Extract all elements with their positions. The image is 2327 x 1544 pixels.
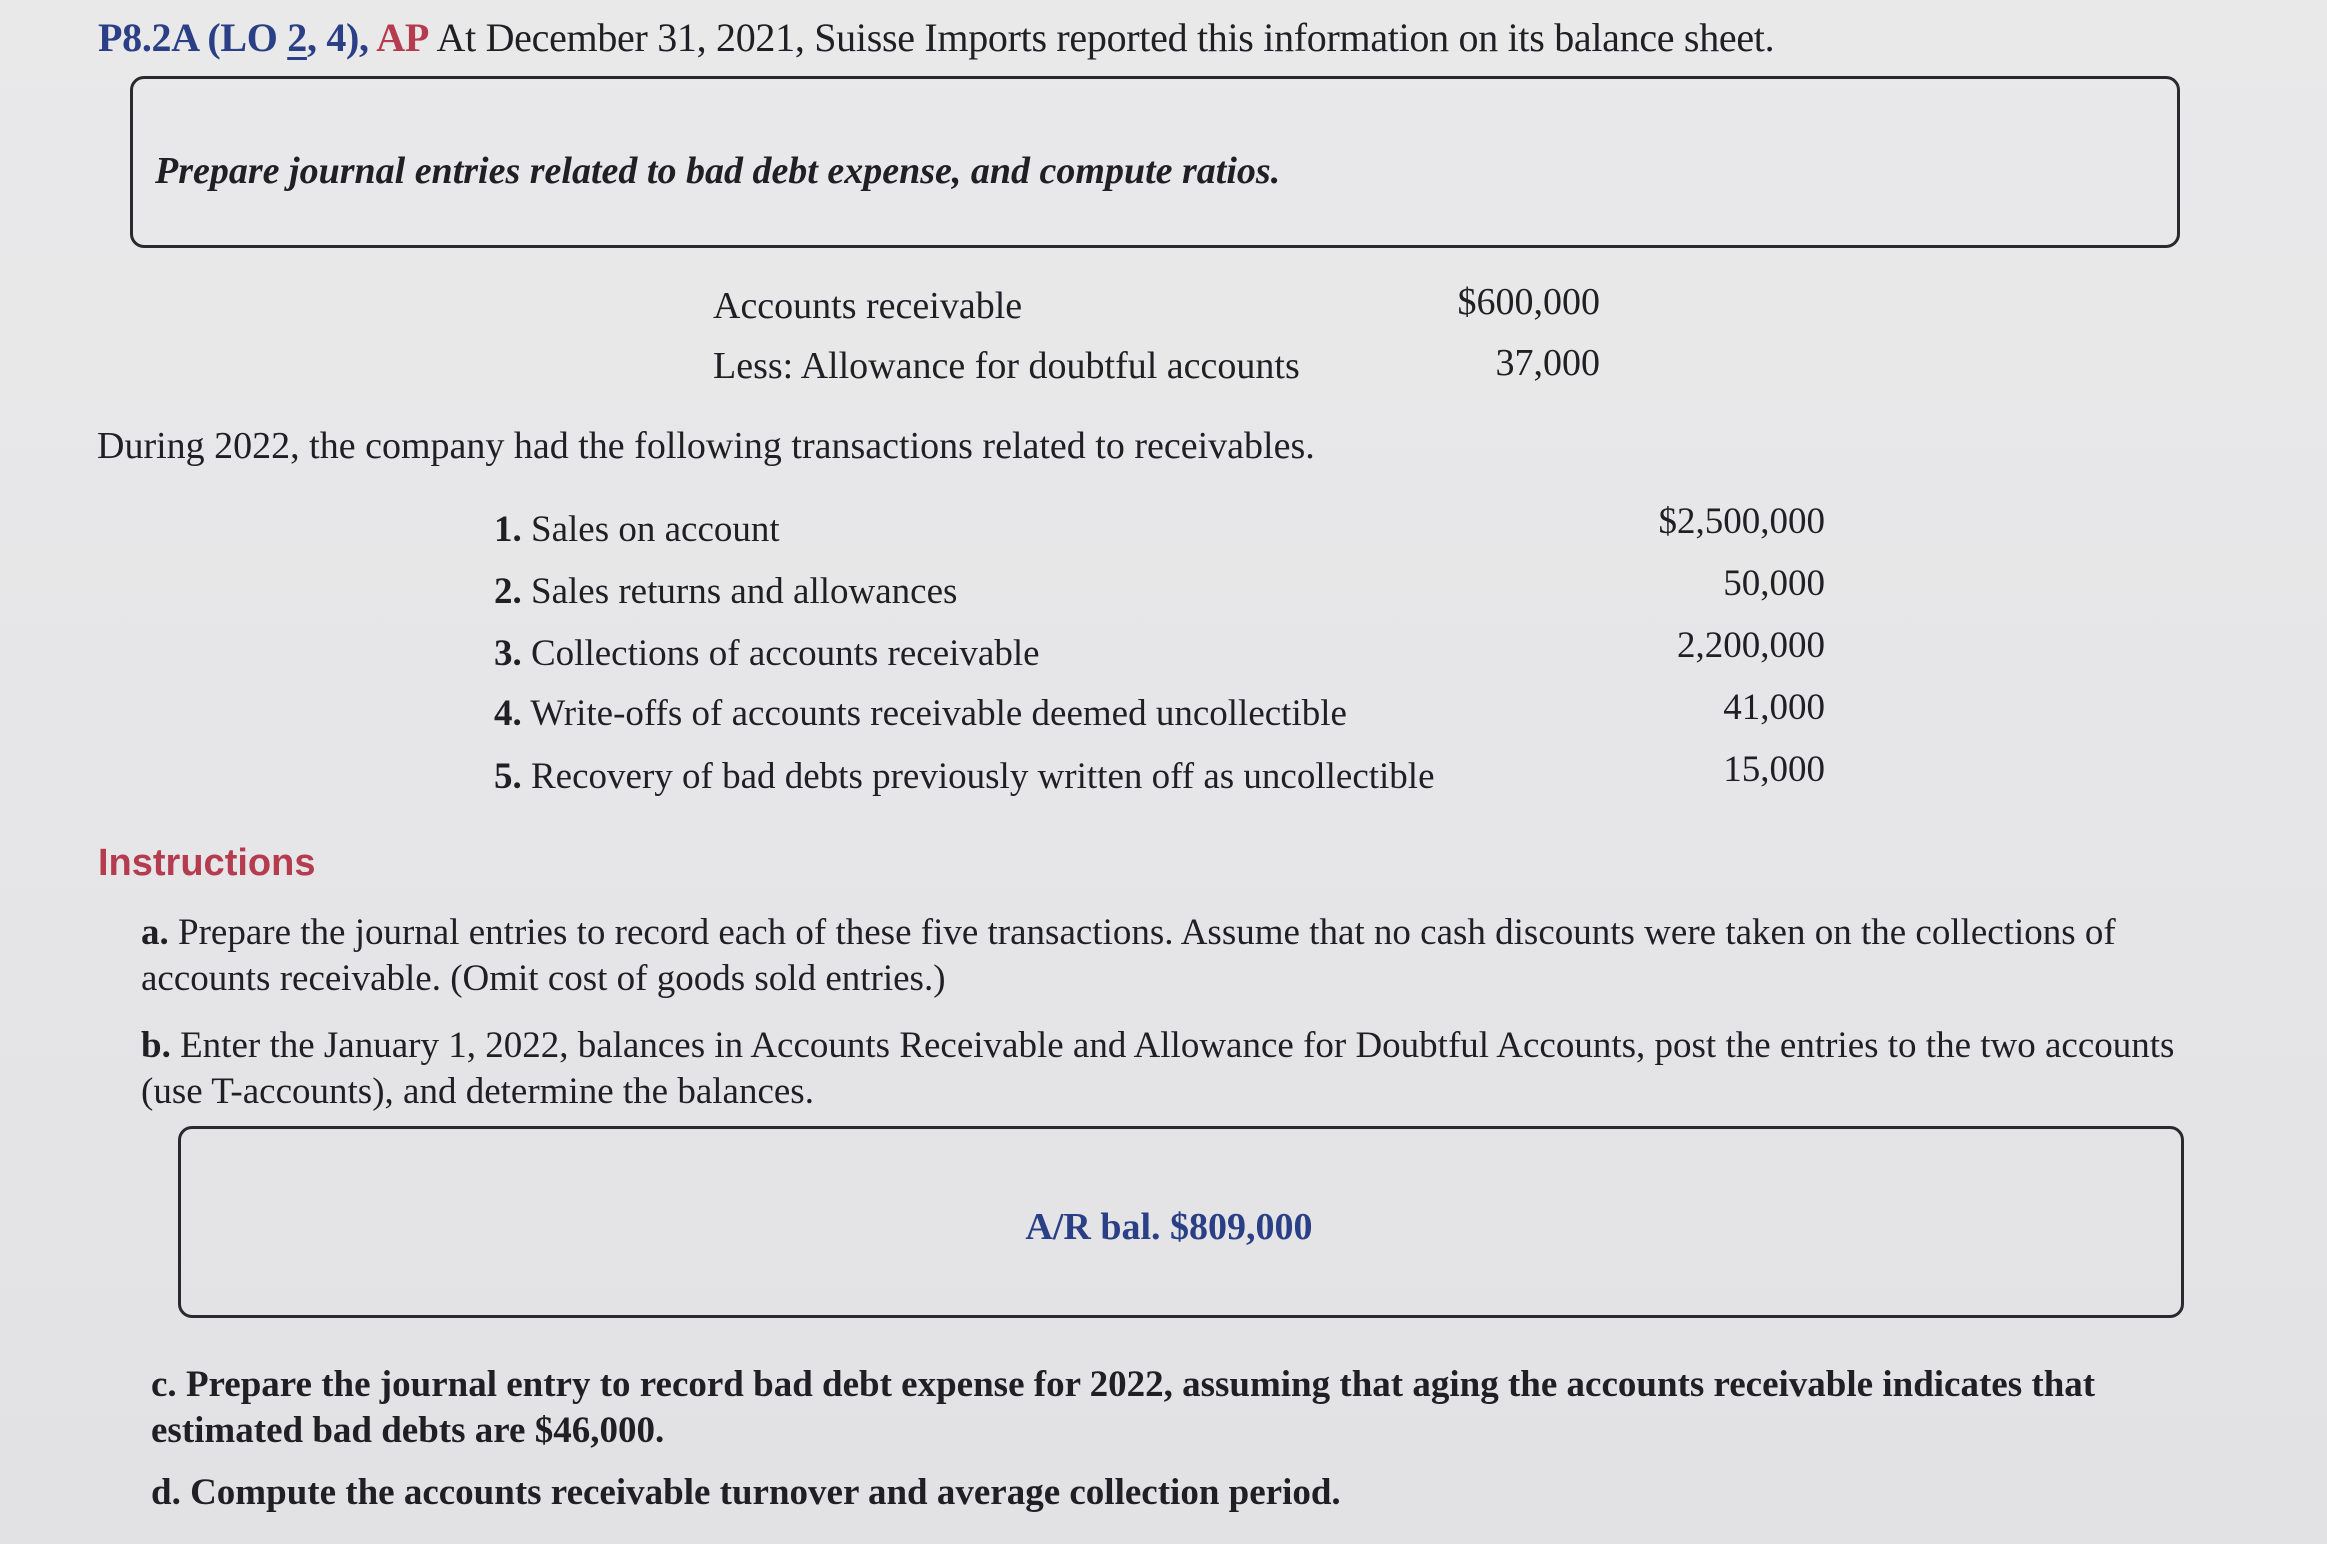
- transaction-value-3: 2,200,000: [1677, 625, 1825, 666]
- objective-text: Prepare journal entries related to bad debt expense, and compute ratios.: [155, 150, 1281, 192]
- transaction-value-1: $2,500,000: [1658, 501, 1825, 542]
- transaction-value-4: 41,000: [1723, 687, 1825, 728]
- instruction-d: d. Compute the accounts receivable turnover and average collection period.: [151, 1472, 1341, 1513]
- instruction-a: a. Prepare the journal entries to record each of these five transactions. Assume that no cash discounts were taken on the collections of accounts receivable. (Omit cost of goods sold entries.): [141, 912, 2116, 999]
- instruction-c: c. Prepare the journal entry to record bad debt expense for 2022, assuming that aging the accounts receivable indicates that estimated bad debts are $46,000.: [151, 1364, 2096, 1451]
- problem-lead-text: At December 31, 2021, Suisse Imports reported this information on its balance sheet.: [429, 15, 1775, 60]
- transaction-label-5: 5. Recovery of bad debts previously written off as uncollectible: [494, 756, 1435, 797]
- transaction-label-3: 3. Collections of accounts receivable: [494, 633, 1040, 674]
- objective-box: [130, 76, 2180, 248]
- bs-value-allowance: 37,000: [1495, 342, 1600, 384]
- transaction-value-5: 15,000: [1723, 749, 1825, 790]
- answer-box: [178, 1126, 2184, 1318]
- problem-code: P8.2A (LO 2, 4),: [98, 15, 377, 60]
- instruction-b: b. Enter the January 1, 2022, balances in Accounts Receivable and Allowance for Doubtful Accounts, post the entries to the two accounts (use T-accounts), and determine the balances.: [141, 1025, 2175, 1112]
- bs-label-allowance: Less: Allowance for doubtful accounts: [713, 345, 1300, 387]
- transaction-value-2: 50,000: [1723, 563, 1825, 604]
- bs-label-accounts-receivable: Accounts receivable: [713, 285, 1023, 327]
- problem-header: [98, 14, 1774, 61]
- transaction-label-1: 1. Sales on account: [494, 509, 780, 550]
- bs-value-accounts-receivable: $600,000: [1457, 281, 1600, 323]
- ap-tag: AP: [376, 15, 429, 60]
- instructions-heading: Instructions: [98, 842, 316, 884]
- transaction-label-2: 2. Sales returns and allowances: [494, 571, 958, 612]
- intro-paragraph: During 2022, the company had the following transactions related to receivables.: [97, 425, 1315, 467]
- transaction-label-4: 4. Write-offs of accounts receivable deemed uncollectible: [494, 693, 1347, 734]
- answer-ar-balance: A/R bal. $809,000: [1025, 1206, 1313, 1248]
